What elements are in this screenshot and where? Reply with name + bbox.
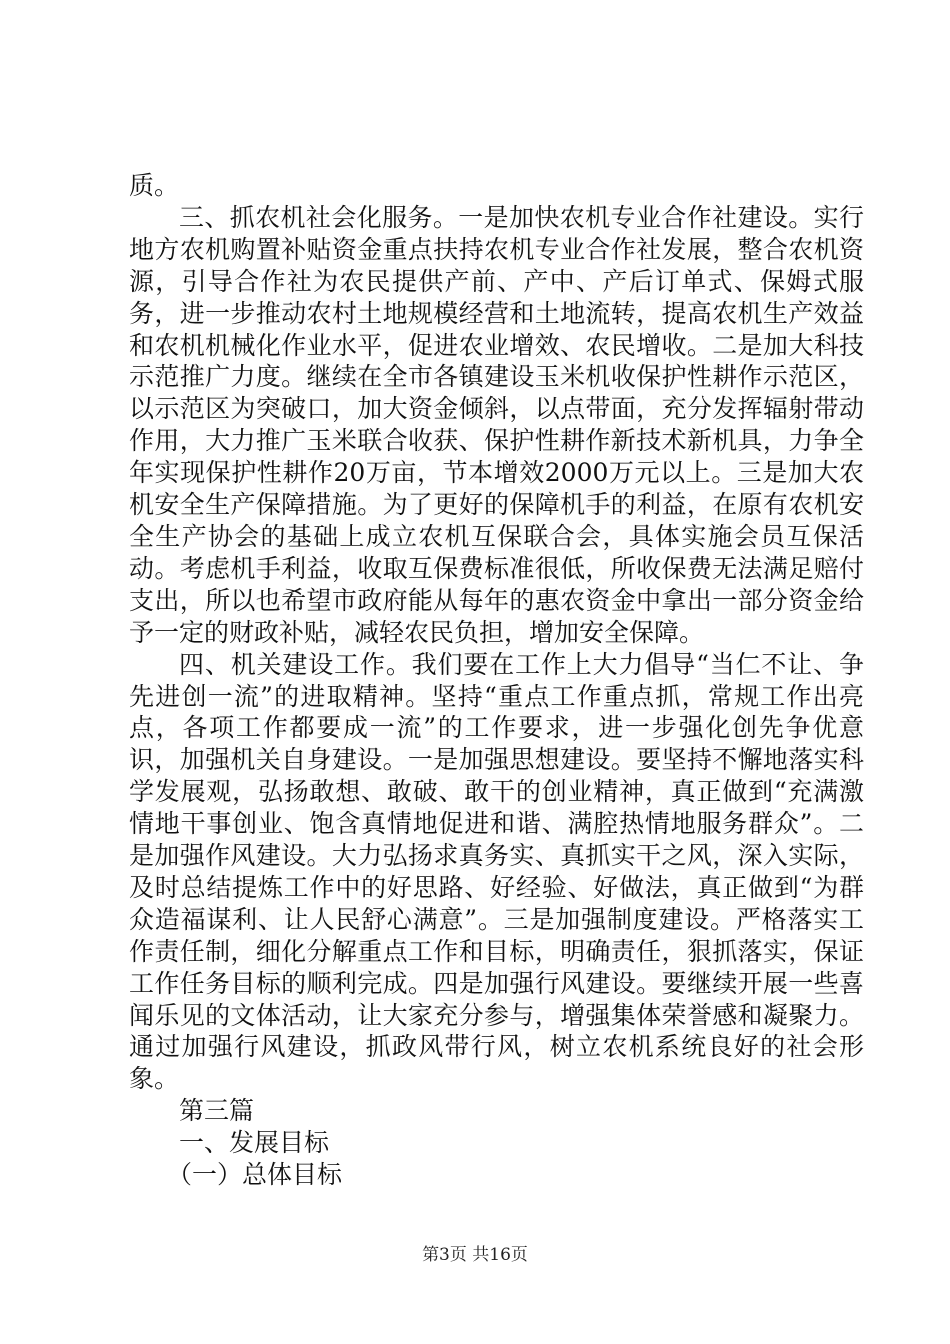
document-body (129, 170, 864, 1191)
heading-overall-goals: （一）总体目标 (167, 1160, 343, 1190)
page-footer: 第3页 共16页 (422, 1245, 528, 1265)
paragraph-section-three: 三、抓农机社会化服务。一是加快农机专业合作社建设。实行地方农机购置补贴资金重点扶持农机专业合作社发展，整合农机资源，引导合作社为农民提供产前、产中、产后订单式、保姆式服务，进一步推动农村土地规模经营和土地流转，提高农机生产效益和农机机械化作业水平，促进农业增效、农民增收。二是加大科技示范推广力度。继续在全市各镇建设玉米机收保护性耕作示范区，以示范区为突破口，加大资金倾斜，以点带面，充分发挥辐射带动作用，大力推广玉米联合收获、保护性耕作新技术新机具，力争全年实现保护性耕作20万亩，节本增效2000万元以上。三是加大农机安全生产保障措施。为了更好的保障机手的利益，在原有农机安全生产协会的基础上成立农机互保联合会，具体实施会员互保活动。考虑机手利益，收取互保费标准很低，所收保费无法满足赔付支出，所以也希望市政府能从每年的惠农资金中拿出一部分资金给予一定的财政补贴，减轻农民负担，增加安全保障。 (129, 202, 864, 647)
paragraph-continuation: 质。 (129, 171, 180, 200)
paragraph-section-four: 四、机关建设工作。我们要在工作上大力倡导“当仁不让、争先进创一流”的进取精神。坚持“重点工作重点抓，常规工作出亮点，各项工作都要成一流”的工作要求，进一步强化创先争优意识，加强机关自身建设。一是加强思想建设。要坚持不懈地落实科学发展观，弘扬敢想、敢破、敢干的创业精神，真正做到“充满激情地干事创业、饱含真情地促进和谐、满腔热情地服务群众”。二是加强作风建设。大力弘扬求真务实、真抓实干之风，深入实际，及时总结提炼工作中的好思路、好经验、好做法，真正做到“为群众造福谋利、让人民舒心满意”。三是加强制度建设。严格落实工作责任制，细化分解重点工作和目标，明确责任，狠抓落实，保证工作任务目标的顺利完成。四是加强行风建设。要继续开展一些喜闻乐见的文体活动，让大家充分参与，增强集体荣誉感和凝聚力。通过加强行风建设，抓政风带行风，树立农机系统良好的社会形象。 (129, 649, 864, 1094)
section-title: 第三篇 (179, 1096, 255, 1126)
heading-development-goals: 一、发展目标 (179, 1128, 330, 1158)
